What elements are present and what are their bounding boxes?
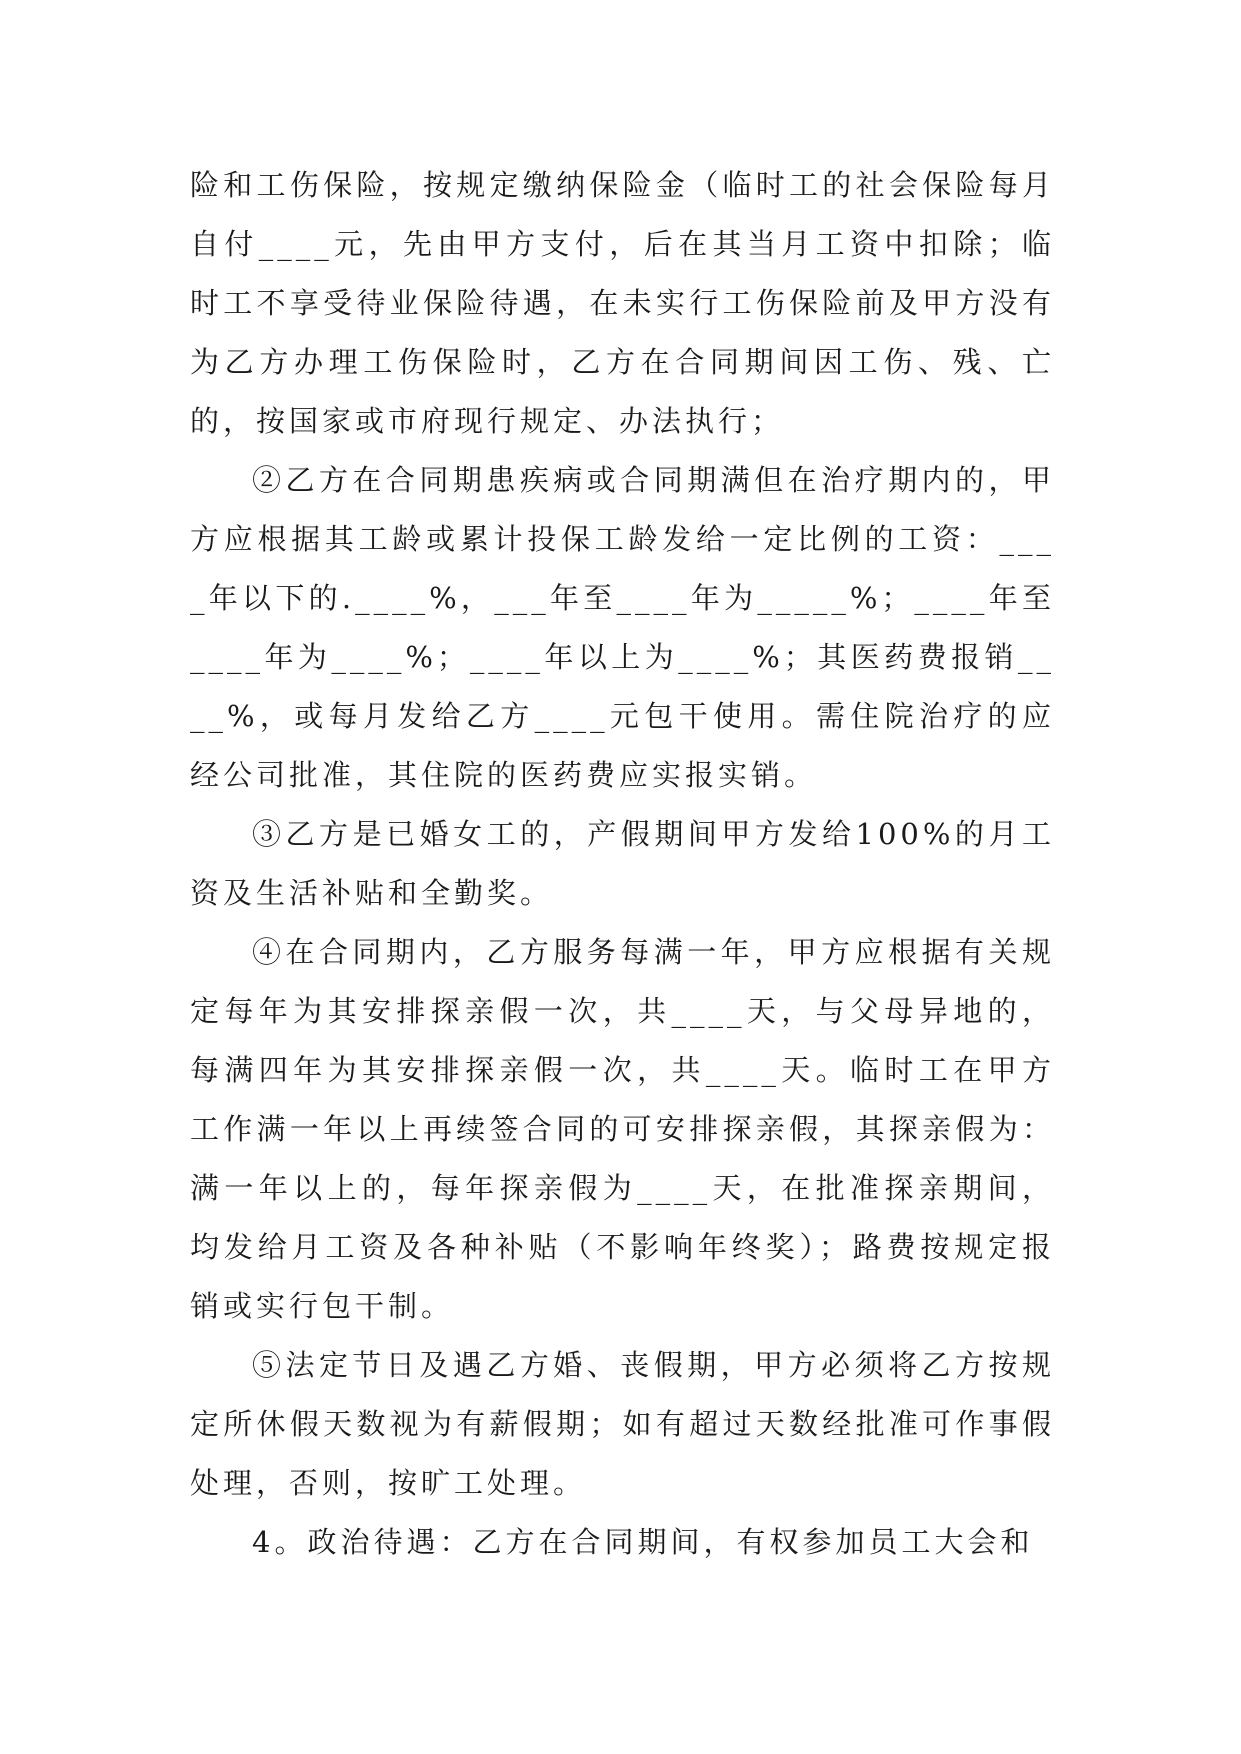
paragraph-home-leave: ④在合同期内，乙方服务每满一年，甲方应根据有关规定每年为其安排探亲假一次，共____天，与父母异地的，每满四年为其安排探亲假一次，共____天。临时工在甲方工作满一年以上再续签合同的可安排探亲假，其探亲假为：满一年以上的，每年探亲假为____天，在批准探亲期间，均发给月工资及各种补贴（不影响年终奖）；路费按规定报销或实行包干制。: [190, 935, 1055, 1323]
paragraph-holidays: ⑤法定节日及遇乙方婚、丧假期，甲方必须将乙方按规定所休假天数视为有薪假期；如有超过天数经批准可作事假处理，否则，按旷工处理。: [190, 1348, 1055, 1500]
paragraph-insurance: 险和工伤保险，按规定缴纳保险金（临时工的社会保险每月自付____元，先由甲方支付，后在其当月工资中扣除；临时工不享受待业保险待遇，在未实行工伤保险前及甲方没有为乙方办理工伤保险时，乙方在合同期间因工伤、残、亡的，按国家或市府现行规定、办法执行；: [190, 168, 1055, 438]
document-body: [190, 156, 1055, 1572]
paragraph-political-treatment: 4。政治待遇：乙方在合同期间，有权参加员工大会和: [252, 1525, 1034, 1559]
paragraph-sick-leave: ②乙方在合同期患疾病或合同期满但在治疗期内的，甲方应根据其工龄或累计投保工龄发给一定比例的工资：____年以下的.____%，___年至____年为_____%；____年至____年为____%；____年以上为____%；其医药费报销____%，或每月发给乙方____元包干使用。需住院治疗的应经公司批准，其住院的医药费应实报实销。: [190, 463, 1055, 792]
paragraph-maternity-leave: ③乙方是已婚女工的，产假期间甲方发给100%的月工资及生活补贴和全勤奖。: [190, 817, 1055, 910]
